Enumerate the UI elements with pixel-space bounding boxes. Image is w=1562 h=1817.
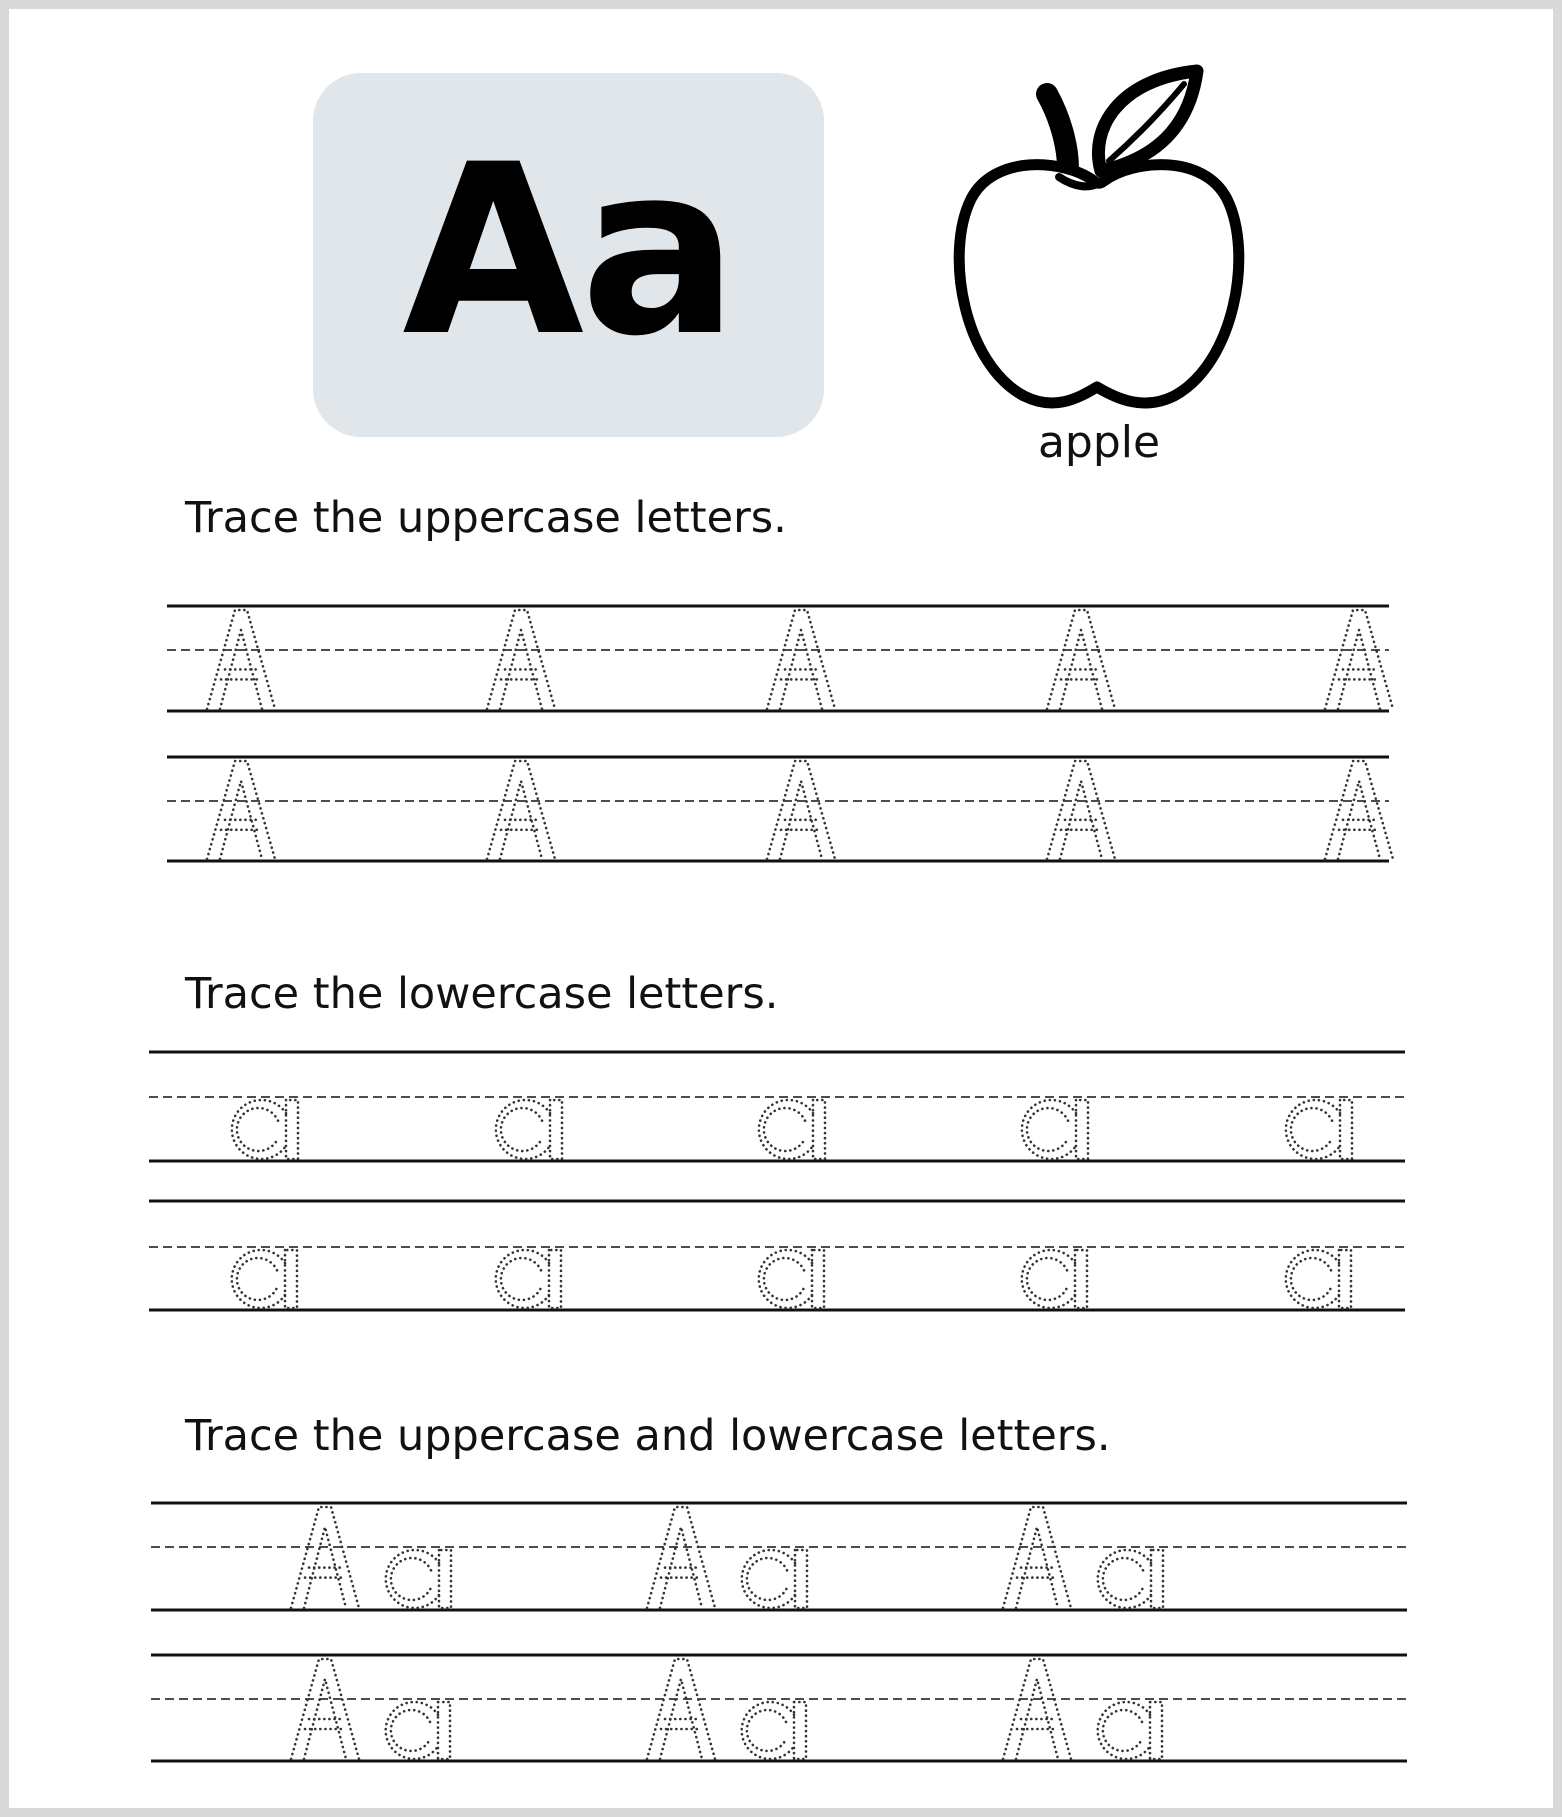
trace-letter-lowercase-a xyxy=(232,1250,297,1308)
trace-letter-lowercase-a xyxy=(742,1702,806,1759)
trace-letter-lowercase-a xyxy=(386,1550,451,1608)
trace-letter-lowercase-a xyxy=(759,1100,825,1159)
trace-letter-uppercase-a xyxy=(1003,1507,1071,1608)
trace-row xyxy=(151,1655,1407,1761)
trace-letter-lowercase-a xyxy=(1286,1100,1352,1159)
trace-letter-uppercase-a xyxy=(647,1507,715,1608)
trace-letter-uppercase-a xyxy=(1325,610,1393,709)
trace-letter-lowercase-a xyxy=(1098,1550,1163,1608)
trace-row xyxy=(167,757,1393,861)
trace-letter-uppercase-a xyxy=(767,761,835,859)
trace-letter-lowercase-a xyxy=(1286,1250,1351,1308)
trace-letter-uppercase-a xyxy=(1047,610,1115,709)
trace-letter-uppercase-a xyxy=(1003,1659,1071,1759)
trace-letter-lowercase-a xyxy=(1098,1702,1162,1759)
trace-letter-lowercase-a xyxy=(1022,1100,1088,1159)
trace-letter-uppercase-a xyxy=(487,761,555,859)
trace-letter-uppercase-a xyxy=(1047,761,1115,859)
trace-row xyxy=(151,1503,1407,1610)
trace-letter-uppercase-a xyxy=(1325,761,1393,859)
trace-row xyxy=(149,1201,1405,1310)
trace-letter-lowercase-a xyxy=(1022,1250,1087,1308)
trace-letter-lowercase-a xyxy=(496,1100,562,1159)
trace-letter-uppercase-a xyxy=(291,1507,359,1608)
featured-letters: Aa xyxy=(402,114,735,388)
picture-label: apple xyxy=(1037,417,1161,468)
trace-letter-uppercase-a xyxy=(647,1659,715,1759)
instruction-uppercase: Trace the uppercase letters. xyxy=(185,493,787,543)
trace-letter-lowercase-a xyxy=(232,1100,298,1159)
trace-letter-lowercase-a xyxy=(386,1702,450,1759)
trace-letter-lowercase-a xyxy=(742,1550,807,1608)
trace-letter-lowercase-a xyxy=(759,1250,824,1308)
instruction-mixed: Trace the uppercase and lowercase letters. xyxy=(185,1411,1111,1461)
trace-letter-uppercase-a xyxy=(767,610,835,709)
trace-letter-uppercase-a xyxy=(207,610,275,709)
instruction-lowercase: Trace the lowercase letters. xyxy=(185,969,779,1019)
trace-row xyxy=(167,606,1393,711)
trace-letter-lowercase-a xyxy=(496,1250,561,1308)
tracing-area xyxy=(9,9,1553,1808)
trace-letter-uppercase-a xyxy=(487,610,555,709)
worksheet-page xyxy=(9,9,1553,1808)
trace-letter-uppercase-a xyxy=(291,1659,359,1759)
trace-letter-uppercase-a xyxy=(207,761,275,859)
trace-row xyxy=(149,1052,1405,1161)
